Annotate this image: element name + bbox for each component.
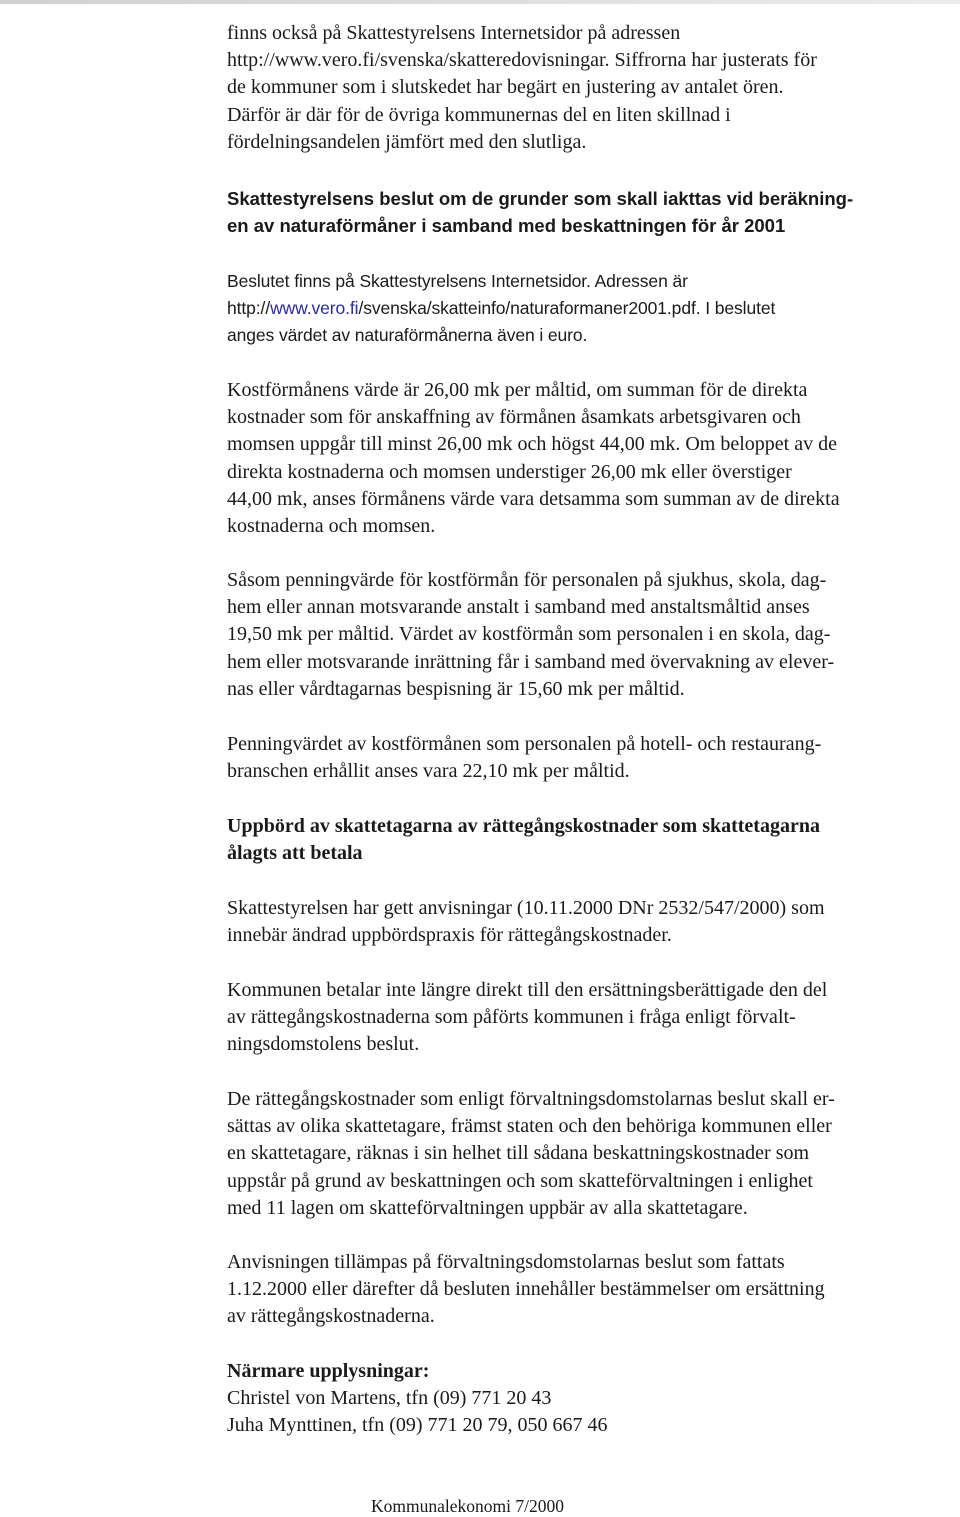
paragraph-line: 1.12.2000 eller därefter då besluten innehåller bestämmelser om ersättning (227, 1278, 825, 1301)
contact-person: Christel von Martens, tfn (09) 771 20 43 (227, 1387, 552, 1410)
paragraph-line: momsen uppgår till minst 26,00 mk och högst 44,00 mk. Om beloppet av de (227, 433, 837, 456)
paragraph-line: direkta kostnaderna och momsen understiger 26,00 mk eller överstiger (227, 460, 792, 483)
paragraph-line: Kommunen betalar inte längre direkt till den ersättningsberättigade den del (227, 979, 828, 1001)
intro-line: finns också på Skattestyrelsens Internetsidor på adressen (227, 22, 681, 44)
url-line (227, 295, 957, 322)
paragraph-line: ningsdomstolens beslut. (227, 1033, 420, 1056)
heading-line: Skattestyrelsens beslut om de grunder som skall iakttas vid beräkning- (227, 188, 854, 209)
paragraph-line: nas eller vårdtagarnas bespisning är 15,60 mk per måltid. (227, 677, 685, 700)
intro-line: http://www.vero.fi/svenska/skatteredovisningar. Siffrorna har justerats för (227, 49, 817, 72)
paragraph-line: De rättegångskostnader som enligt förvaltningsdomstolarnas beslut skall er- (227, 1088, 835, 1110)
tillampas-paragraph (227, 1249, 957, 1331)
intro-line: de kommuner som i slutskedet har begärt en justering av antalet ören. (227, 76, 784, 99)
paragraph-line: Anvisningen tillämpas på förvaltningsdomstolarnas beslut som fattats (227, 1251, 785, 1273)
kommunen-paragraph (227, 977, 957, 1059)
url-suffix: /svenska/skatteinfo/naturaformaner2001.pdf. I beslutet (358, 298, 776, 319)
contacts-block (227, 1358, 957, 1440)
contacts-heading: Närmare upplysningar: (227, 1360, 430, 1382)
paragraph-line: kostnaderna och momsen. (227, 515, 436, 538)
kostformanens-paragraph (227, 377, 957, 540)
paragraph-line: hem eller motsvarande inrättning får i samband med övervakning av elever- (227, 650, 835, 673)
section-heading-uppbord (227, 813, 957, 867)
paragraph-line: sättas av olika skattetagare, främst staten och den behöriga kommunen eller (227, 1115, 832, 1138)
top-rule (0, 0, 960, 4)
paragraph-line: kostnader som för anskaffning av förmånen åsamkats arbetsgivaren och (227, 406, 801, 429)
intro-line: fördelningsandelen jämfört med den slutliga. (227, 130, 587, 153)
paragraph-line: uppstår på grund av beskattningen och som skatteförvaltningen i enlighet (227, 1169, 813, 1192)
paragraph-line: av rättegångskostnaderna. (227, 1305, 435, 1328)
penningvardet-paragraph (227, 731, 957, 785)
paragraph-line: 44,00 mk, anses förmånens värde vara detsamma som summan av de direkta (227, 487, 840, 510)
paragraph-line: anges värdet av naturaförmånerna även i euro. (227, 325, 588, 346)
intro-paragraph (227, 20, 957, 156)
paragraph-line: en skattetagare, räknas i sin helhet till sådana beskattningskostnader som (227, 1142, 810, 1165)
vero-link[interactable]: www.vero.fi (270, 298, 359, 319)
contact-person: Juha Mynttinen, tfn (09) 771 20 79, 050 667 46 (227, 1414, 608, 1437)
paragraph-line: Penningvärdet av kostförmånen som personalen på hotell- och restaurang- (227, 733, 822, 755)
paragraph-line: branschen erhållit anses vara 22,10 mk per måltid. (227, 760, 630, 783)
paragraph-line: innebär ändrad uppbördspraxis för rättegångskostnader. (227, 924, 672, 947)
paragraph-line: Kostförmånens värde är 26,00 mk per måltid, om summan för de direkta (227, 379, 808, 401)
anvisningar-paragraph (227, 895, 957, 949)
page-footer: Kommunalekonomi 7/2000 (371, 1496, 564, 1516)
heading-line: ålagts att betala (227, 842, 363, 865)
paragraph-line: Beslutet finns på Skattestyrelsens Internetsidor. Adressen är (227, 271, 688, 291)
beslut-paragraph (227, 268, 957, 350)
section-heading-naturaformaner (227, 185, 957, 239)
paragraph-line: 19,50 mk per måltid. Värdet av kostförmån som personalen i en skola, dag- (227, 623, 831, 646)
paragraph-line: med 11 lagen om skatteförvaltningen uppbär av alla skattetagare. (227, 1196, 748, 1219)
heading-line: Uppbörd av skattetagarna av rättegångskostnader som skattetagarna (227, 815, 820, 837)
paragraph-line: Såsom penningvärde för kostförmån för personalen på sjukhus, skola, dag- (227, 569, 827, 591)
paragraph-line: Skattestyrelsen har gett anvisningar (10.11.2000 DNr 2532/547/2000) som (227, 897, 825, 919)
heading-line: en av naturaförmåner i samband med beskattningen för år 2001 (227, 215, 786, 237)
paragraph-line: hem eller annan motsvarande anstalt i samband med anstaltsmåltid anses (227, 596, 810, 619)
url-prefix: http:// (227, 298, 271, 319)
rattegangskostnader-paragraph (227, 1086, 957, 1222)
intro-line: Därför är där för de övriga kommunernas del en liten skillnad i (227, 103, 731, 126)
paragraph-line: av rättegångskostnaderna som påförts kommunen i fråga enligt förvalt- (227, 1006, 796, 1029)
sasom-paragraph (227, 567, 957, 703)
